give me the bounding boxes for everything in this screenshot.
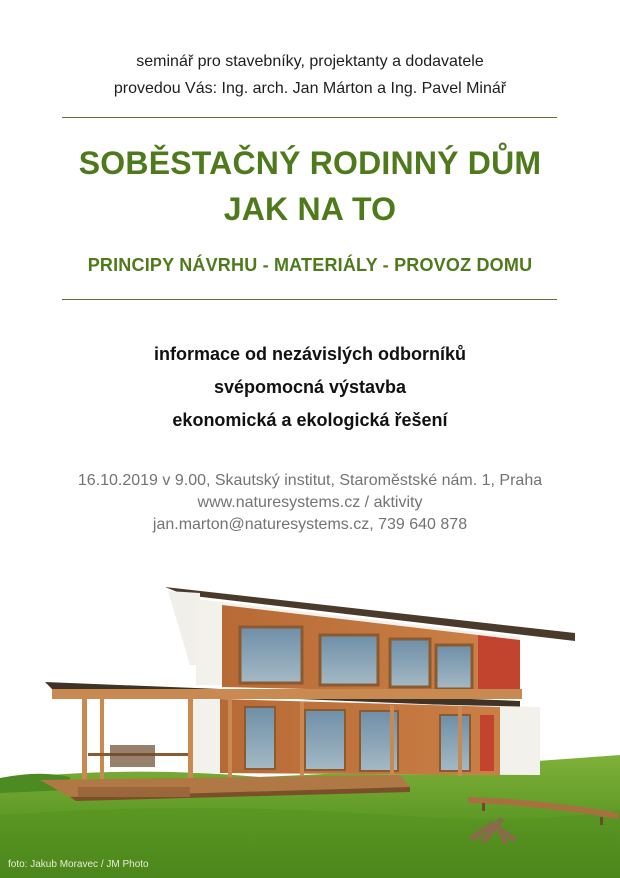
highlights: [0, 338, 620, 437]
intro: [0, 48, 620, 102]
event-contact[interactable]: jan.marton@naturesystems.cz, 739 640 878: [152, 516, 468, 533]
event-web-link[interactable]: www.naturesystems.cz / aktivity: [197, 494, 423, 511]
photo-credit: foto: Jakub Moravec / JM Photo: [8, 859, 149, 870]
intro-line-seminar: seminář pro stavebníky, projektanty a dodavatele: [136, 53, 484, 70]
subtitle: PRINCIPY NÁVRHU - MATERIÁLY - PROVOZ DOMU: [87, 255, 533, 275]
intro-line-lecturers: provedou Vás: Ing. arch. Jan Márton a Ing. Pavel Minář: [113, 80, 507, 97]
title-line-2: JAK NA TO: [223, 191, 397, 227]
divider-top: [62, 117, 557, 118]
title-line-1: SOBĚSTAČNÝ RODINNÝ DŮM: [78, 145, 542, 181]
divider-bottom: [62, 299, 557, 300]
event-details: [0, 470, 620, 536]
highlight-item: informace od nezávislých odborníků: [153, 344, 467, 364]
highlight-item: svépomocná výstavba: [213, 377, 407, 397]
highlight-item: ekonomická a ekologická řešení: [172, 410, 448, 430]
house-photo: [0, 565, 620, 878]
event-date-place: 16.10.2019 v 9.00, Skautský institut, Staroměstské nám. 1, Praha: [77, 472, 543, 489]
